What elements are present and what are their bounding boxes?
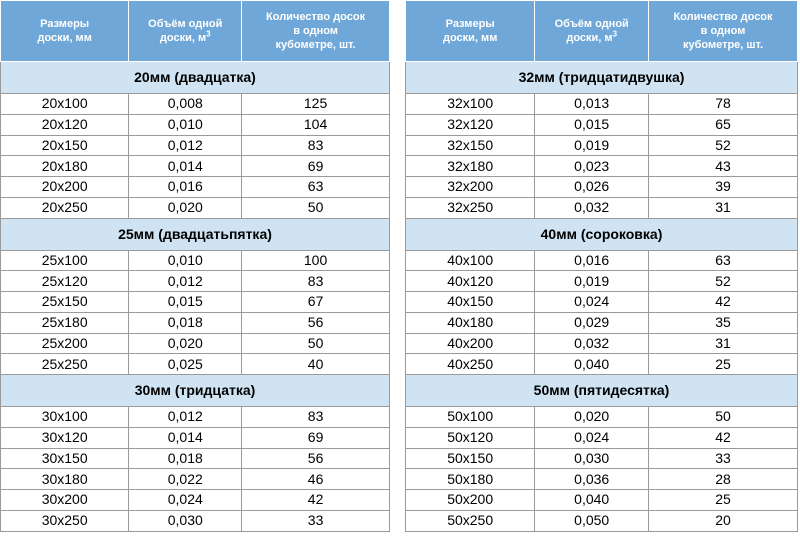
size-cell: 50x100 <box>406 407 535 428</box>
table-row <box>406 135 798 156</box>
count-cell: 50 <box>242 197 390 218</box>
table-row <box>406 156 798 177</box>
volume-cell: 0,014 <box>129 156 242 177</box>
size-cell: 32x250 <box>406 197 535 218</box>
count-cell: 50 <box>242 333 390 354</box>
table-row <box>406 250 798 271</box>
table-row <box>1 312 390 333</box>
right-body <box>406 62 798 532</box>
table-row <box>406 469 798 490</box>
table-row <box>1 469 390 490</box>
volume-cell: 0,036 <box>535 469 649 490</box>
table-row <box>1 510 390 531</box>
size-cell: 25x120 <box>1 271 129 292</box>
size-cell: 20x250 <box>1 197 129 218</box>
volume-cell: 0,026 <box>535 177 649 198</box>
count-cell: 42 <box>242 490 390 511</box>
size-cell: 30x250 <box>1 510 129 531</box>
section-row <box>406 375 798 407</box>
volume-cell: 0,024 <box>129 490 242 511</box>
table-row <box>1 94 390 115</box>
count-cell: 31 <box>649 333 798 354</box>
count-cell: 25 <box>649 354 798 375</box>
volume-cell: 0,012 <box>129 271 242 292</box>
size-cell: 30x150 <box>1 448 129 469</box>
size-cell: 32x200 <box>406 177 535 198</box>
size-cell: 20x120 <box>1 114 129 135</box>
section-title: 20мм (двадцатка) <box>1 62 390 94</box>
count-cell: 69 <box>242 156 390 177</box>
table-row <box>406 354 798 375</box>
table-row <box>1 448 390 469</box>
size-cell: 20x150 <box>1 135 129 156</box>
count-cell: 104 <box>242 114 390 135</box>
table-row <box>406 271 798 292</box>
count-cell: 83 <box>242 407 390 428</box>
count-cell: 25 <box>649 490 798 511</box>
volume-cell: 0,020 <box>129 197 242 218</box>
table-row <box>1 490 390 511</box>
count-cell: 63 <box>242 177 390 198</box>
size-cell: 50x250 <box>406 510 535 531</box>
table-row <box>406 177 798 198</box>
count-cell: 83 <box>242 271 390 292</box>
count-cell: 39 <box>649 177 798 198</box>
count-cell: 52 <box>649 135 798 156</box>
volume-cell: 0,050 <box>535 510 649 531</box>
volume-cell: 0,040 <box>535 490 649 511</box>
count-cell: 40 <box>242 354 390 375</box>
count-cell: 56 <box>242 312 390 333</box>
volume-cell: 0,023 <box>535 156 649 177</box>
size-cell: 20x180 <box>1 156 129 177</box>
size-cell: 25x150 <box>1 292 129 313</box>
count-cell: 20 <box>649 510 798 531</box>
header-volume: Объём одной доски, $м^3$ <box>129 1 242 62</box>
count-cell: 42 <box>649 292 798 313</box>
section-title: 32мм (тридцатидвушка) <box>406 62 798 94</box>
volume-cell: 0,024 <box>535 427 649 448</box>
header-volume: Объём одной доски, $м^3$ <box>535 1 649 62</box>
volume-cell: 0,012 <box>129 407 242 428</box>
size-cell: 40x250 <box>406 354 535 375</box>
volume-cell: 0,019 <box>535 271 649 292</box>
header-size: Размеры доски, мм <box>1 1 129 62</box>
table-row <box>1 177 390 198</box>
table-row <box>406 333 798 354</box>
section-row <box>1 218 390 250</box>
table-row <box>406 312 798 333</box>
size-cell: 50x200 <box>406 490 535 511</box>
size-cell: 50x180 <box>406 469 535 490</box>
count-cell: 100 <box>242 250 390 271</box>
count-cell: 65 <box>649 114 798 135</box>
volume-cell: 0,020 <box>535 407 649 428</box>
volume-cell: 0,018 <box>129 448 242 469</box>
left-body <box>1 62 390 532</box>
board-table-left <box>0 0 390 532</box>
table-row <box>1 407 390 428</box>
section-title: 40мм (сороковка) <box>406 218 798 250</box>
table-row <box>406 94 798 115</box>
count-cell: 69 <box>242 427 390 448</box>
volume-cell: 0,030 <box>129 510 242 531</box>
table-row <box>1 333 390 354</box>
table-row <box>406 490 798 511</box>
count-cell: 28 <box>649 469 798 490</box>
volume-cell: 0,032 <box>535 333 649 354</box>
table-row <box>406 448 798 469</box>
table-row <box>406 114 798 135</box>
volume-cell: 0,022 <box>129 469 242 490</box>
volume-cell: 0,010 <box>129 114 242 135</box>
size-cell: 30x120 <box>1 427 129 448</box>
table-row <box>1 354 390 375</box>
size-cell: 32x150 <box>406 135 535 156</box>
size-cell: 30x200 <box>1 490 129 511</box>
count-cell: 83 <box>242 135 390 156</box>
size-cell: 32x120 <box>406 114 535 135</box>
section-row <box>406 62 798 94</box>
table-row <box>406 407 798 428</box>
size-cell: 20x200 <box>1 177 129 198</box>
size-cell: 25x200 <box>1 333 129 354</box>
volume-cell: 0,015 <box>129 292 242 313</box>
table-row <box>1 250 390 271</box>
table-row <box>1 271 390 292</box>
size-cell: 20x100 <box>1 94 129 115</box>
size-cell: 40x100 <box>406 250 535 271</box>
volume-cell: 0,012 <box>129 135 242 156</box>
table-row <box>406 427 798 448</box>
size-cell: 30x100 <box>1 407 129 428</box>
header-count: Количество досок в одном кубометре, шт. <box>649 1 798 62</box>
count-cell: 125 <box>242 94 390 115</box>
volume-cell: 0,040 <box>535 354 649 375</box>
volume-cell: 0,020 <box>129 333 242 354</box>
section-row <box>1 375 390 407</box>
size-cell: 50x120 <box>406 427 535 448</box>
volume-cell: 0,019 <box>535 135 649 156</box>
section-title: 25мм (двадцатьпятка) <box>1 218 390 250</box>
volume-cell: 0,016 <box>535 250 649 271</box>
volume-cell: 0,010 <box>129 250 242 271</box>
volume-cell: 0,032 <box>535 197 649 218</box>
size-cell: 40x120 <box>406 271 535 292</box>
table-row <box>1 197 390 218</box>
volume-cell: 0,013 <box>535 94 649 115</box>
count-cell: 52 <box>649 271 798 292</box>
table-row <box>1 156 390 177</box>
volume-cell: 0,029 <box>535 312 649 333</box>
size-cell: 40x150 <box>406 292 535 313</box>
size-cell: 32x180 <box>406 156 535 177</box>
size-cell: 40x200 <box>406 333 535 354</box>
count-cell: 50 <box>649 407 798 428</box>
section-title: 50мм (пятидесятка) <box>406 375 798 407</box>
size-cell: 32x100 <box>406 94 535 115</box>
size-cell: 25x180 <box>1 312 129 333</box>
table-row <box>406 510 798 531</box>
volume-cell: 0,016 <box>129 177 242 198</box>
count-cell: 63 <box>649 250 798 271</box>
count-cell: 43 <box>649 156 798 177</box>
size-cell: 25x250 <box>1 354 129 375</box>
volume-cell: 0,025 <box>129 354 242 375</box>
board-table-right <box>405 0 798 532</box>
volume-cell: 0,014 <box>129 427 242 448</box>
count-cell: 33 <box>242 510 390 531</box>
count-cell: 46 <box>242 469 390 490</box>
count-cell: 67 <box>242 292 390 313</box>
count-cell: 31 <box>649 197 798 218</box>
section-row <box>1 62 390 94</box>
size-cell: 50x150 <box>406 448 535 469</box>
header-row <box>406 1 798 62</box>
table-row <box>1 427 390 448</box>
header-count: Количество досок в одном кубометре, шт. <box>242 1 390 62</box>
size-cell: 25x100 <box>1 250 129 271</box>
count-cell: 42 <box>649 427 798 448</box>
count-cell: 35 <box>649 312 798 333</box>
volume-cell: 0,008 <box>129 94 242 115</box>
table-row <box>1 114 390 135</box>
table-row <box>406 292 798 313</box>
size-cell: 30x180 <box>1 469 129 490</box>
count-cell: 56 <box>242 448 390 469</box>
table-row <box>1 135 390 156</box>
table-row <box>406 197 798 218</box>
header-row <box>1 1 390 62</box>
table-row <box>1 292 390 313</box>
volume-cell: 0,030 <box>535 448 649 469</box>
volume-cell: 0,015 <box>535 114 649 135</box>
section-title: 30мм (тридцатка) <box>1 375 390 407</box>
volume-cell: 0,024 <box>535 292 649 313</box>
header-size: Размеры доски, мм <box>406 1 535 62</box>
size-cell: 40x180 <box>406 312 535 333</box>
section-row <box>406 218 798 250</box>
count-cell: 33 <box>649 448 798 469</box>
count-cell: 78 <box>649 94 798 115</box>
volume-cell: 0,018 <box>129 312 242 333</box>
